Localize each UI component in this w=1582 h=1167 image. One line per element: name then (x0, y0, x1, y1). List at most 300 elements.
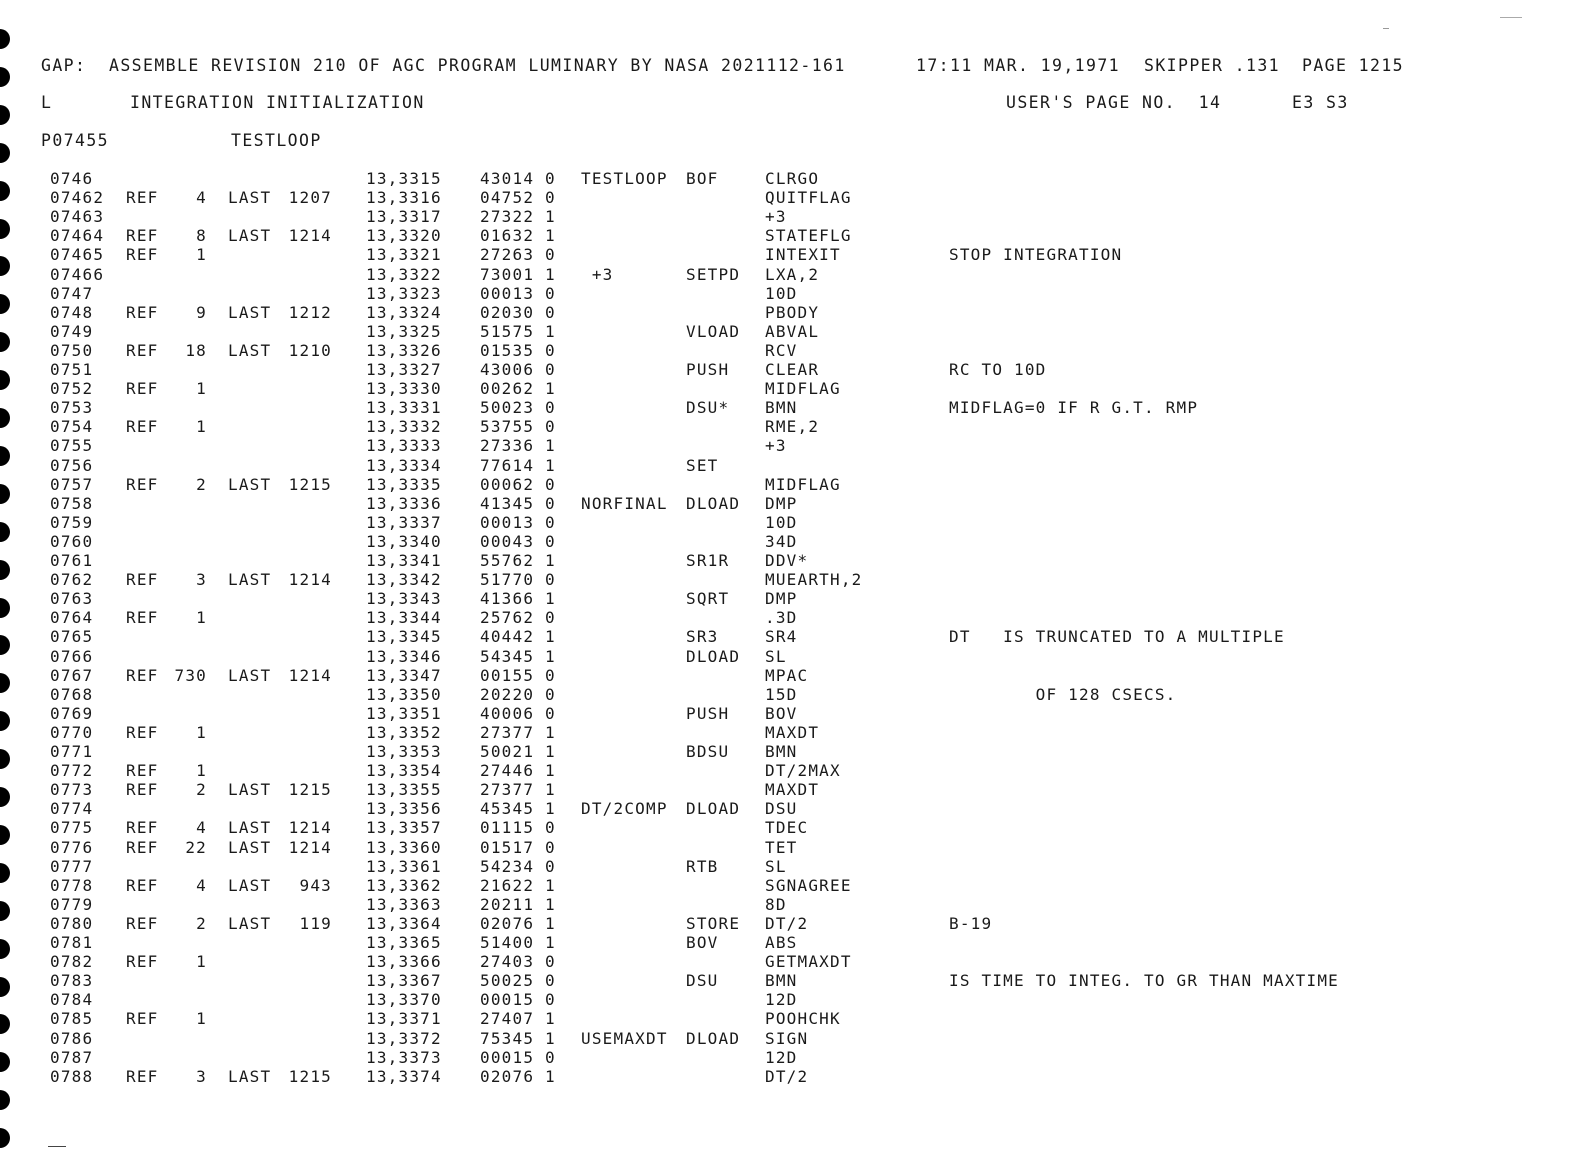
ref-keyword: REF (126, 837, 159, 857)
operand: INTEXIT (765, 245, 841, 265)
operand: RCV (765, 340, 798, 360)
listing-row (0, 1067, 1582, 1086)
operand: RME,2 (765, 417, 820, 437)
operand: ABVAL (765, 321, 820, 341)
object-code: 73001 1 (480, 264, 556, 284)
operand: SR4 (765, 627, 798, 647)
last-page: 1215 (288, 780, 332, 800)
sequence-number: 0776 (50, 837, 94, 857)
ref-keyword: REF (126, 818, 159, 838)
object-code: 40442 1 (480, 627, 556, 647)
address: 13,3331 (366, 398, 442, 418)
address: 13,3353 (366, 742, 442, 761)
operand: TET (765, 837, 798, 857)
ref-keyword: REF (126, 1066, 159, 1086)
object-code: 01632 1 (480, 226, 556, 246)
listing-row (0, 475, 1582, 494)
address: 13,3351 (366, 703, 442, 723)
opcode: DLOAD (686, 1028, 741, 1048)
sequence-number: 0766 (50, 646, 94, 666)
sequence-number: 0778 (50, 875, 94, 895)
ref-count: 2 (196, 780, 207, 800)
ref-count: 4 (196, 875, 207, 895)
sequence-number: 0765 (50, 627, 94, 647)
assembly-title: GAP: ASSEMBLE REVISION 210 OF AGC PROGRAM LUMINARY BY NASA 2021112-161 (41, 56, 846, 75)
opcode: SR3 (686, 627, 719, 647)
last-page: 1212 (288, 302, 332, 322)
object-code: 51575 1 (480, 321, 556, 341)
listing-row (0, 513, 1582, 532)
sequence-number: 0750 (50, 340, 94, 360)
object-code: 75345 1 (480, 1028, 556, 1048)
ref-keyword: REF (126, 761, 159, 781)
address: 13,3344 (366, 608, 442, 628)
sequence-number: 0746 (50, 169, 94, 188)
opcode: DLOAD (686, 799, 741, 819)
ref-keyword: REF (126, 665, 159, 685)
listing-row (0, 226, 1582, 245)
sequence-number: 0780 (50, 913, 94, 933)
object-code: 21622 1 (480, 875, 556, 895)
object-code: 00062 0 (480, 474, 556, 494)
last-page: 1207 (288, 188, 332, 208)
last-keyword: LAST (228, 913, 272, 933)
address: 13,3316 (366, 188, 442, 208)
sequence-number: 0763 (50, 589, 94, 609)
address: 13,3323 (366, 283, 442, 303)
object-code: 00013 0 (480, 283, 556, 303)
sequence-number: 0761 (50, 551, 94, 570)
label: DT/2COMP (581, 799, 668, 819)
object-code: 41345 0 (480, 493, 556, 513)
comment: DT IS TRUNCATED TO A MULTIPLE (949, 627, 1285, 647)
ref-count: 8 (196, 226, 207, 246)
last-keyword: LAST (228, 340, 272, 360)
last-keyword: LAST (228, 226, 272, 246)
sequence-number: 07462 (50, 188, 105, 208)
listing-row (0, 207, 1582, 226)
listing-row (0, 952, 1582, 971)
sequence-number: 0751 (50, 360, 94, 379)
address: 13,3327 (366, 360, 442, 379)
last-keyword: LAST (228, 837, 272, 857)
address: 13,3334 (366, 455, 442, 475)
sequence-number: 0770 (50, 722, 94, 742)
listing-row (0, 971, 1582, 990)
operand: MAXDT (765, 780, 820, 800)
opcode: SET (686, 455, 719, 475)
object-code: 43006 0 (480, 360, 556, 379)
opcode: BDSU (686, 742, 730, 761)
address: 13,3340 (366, 531, 442, 551)
listing-row (0, 990, 1582, 1009)
address: 13,3356 (366, 799, 442, 819)
address: 13,3332 (366, 417, 442, 437)
operand: .3D (765, 608, 798, 628)
ref-count: 4 (196, 818, 207, 838)
last-page: 1215 (288, 1066, 332, 1086)
listing-row (0, 551, 1582, 570)
listing-row (0, 265, 1582, 284)
operand: ABS (765, 933, 798, 952)
operand: POOHCHK (765, 1009, 841, 1029)
sequence-number: 07464 (50, 226, 105, 246)
section-marker: L (41, 93, 53, 112)
sequence-number: 0786 (50, 1028, 94, 1048)
operand: SL (765, 646, 787, 666)
ref-keyword: REF (126, 226, 159, 246)
listing-row (0, 341, 1582, 360)
address: 13,3337 (366, 512, 442, 532)
operand: 15D (765, 684, 798, 704)
sequence-number: 0769 (50, 703, 94, 723)
ref-count: 4 (196, 188, 207, 208)
address: 13,3343 (366, 589, 442, 609)
ref-count: 1 (196, 952, 207, 972)
listing-row (0, 589, 1582, 608)
listing-row (0, 933, 1582, 952)
last-page: 1210 (288, 340, 332, 360)
object-code: 43014 0 (480, 169, 556, 188)
feed-hole (0, 1090, 10, 1110)
address: 13,3352 (366, 722, 442, 742)
object-code: 50025 0 (480, 971, 556, 991)
last-page: 1214 (288, 837, 332, 857)
print-datetime: 17:11 MAR. 19,1971 (916, 56, 1121, 75)
listing-row (0, 284, 1582, 303)
object-code: 40006 0 (480, 703, 556, 723)
listing-row (0, 532, 1582, 551)
operand: SL (765, 856, 787, 876)
address: 13,3364 (366, 913, 442, 933)
listing-row (0, 704, 1582, 723)
sequence-number: 0785 (50, 1009, 94, 1029)
operand: MUEARTH,2 (765, 570, 863, 590)
ref-keyword: REF (126, 474, 159, 494)
object-code: 50021 1 (480, 742, 556, 761)
last-page: 943 (299, 875, 332, 895)
ref-count: 1 (196, 1009, 207, 1029)
operand: 8D (765, 894, 787, 914)
address: 13,3330 (366, 379, 442, 399)
label: TESTLOOP (581, 169, 668, 188)
operand: DT/2MAX (765, 761, 841, 781)
feed-hole (0, 29, 10, 49)
listing-row (0, 799, 1582, 818)
sequence-number: 0755 (50, 436, 94, 456)
ref-keyword: REF (126, 188, 159, 208)
last-keyword: LAST (228, 1066, 272, 1086)
address: 13,3365 (366, 933, 442, 952)
ref-count: 1 (196, 245, 207, 265)
object-code: 27377 1 (480, 780, 556, 800)
listing-row (0, 169, 1582, 188)
label: +3 (581, 264, 614, 284)
print-mark (1383, 28, 1389, 29)
last-keyword: LAST (228, 474, 272, 494)
object-code: 53755 0 (480, 417, 556, 437)
listing-row (0, 742, 1582, 761)
listing-row (0, 723, 1582, 742)
comment: IS TIME TO INTEG. TO GR THAN MAXTIME (949, 971, 1339, 991)
operand: 12D (765, 990, 798, 1010)
object-code: 50023 0 (480, 398, 556, 418)
object-code: 45345 1 (480, 799, 556, 819)
object-code: 27263 0 (480, 245, 556, 265)
ref-keyword: REF (126, 379, 159, 399)
address: 13,3347 (366, 665, 442, 685)
operand: 34D (765, 531, 798, 551)
opcode: PUSH (686, 360, 730, 379)
sequence-number: 0749 (50, 321, 94, 341)
address: 13,3320 (366, 226, 442, 246)
address: 13,3325 (366, 321, 442, 341)
last-keyword: LAST (228, 665, 272, 685)
last-keyword: LAST (228, 302, 272, 322)
address: 13,3373 (366, 1047, 442, 1067)
sequence-number: 0764 (50, 608, 94, 628)
operand: DDV* (765, 551, 809, 570)
opcode: SETPD (686, 264, 741, 284)
listing-row (0, 647, 1582, 666)
ref-keyword: REF (126, 302, 159, 322)
listing-row (0, 188, 1582, 207)
comment: RC TO 10D (949, 360, 1047, 379)
listing-row (0, 895, 1582, 914)
address: 13,3317 (366, 207, 442, 227)
address: 13,3336 (366, 493, 442, 513)
operand: MPAC (765, 665, 809, 685)
feed-hole (0, 143, 10, 163)
ref-count: 3 (196, 570, 207, 590)
sequence-number: 0777 (50, 856, 94, 876)
operand: BMN (765, 398, 798, 418)
address: 13,3324 (366, 302, 442, 322)
object-code: 01517 0 (480, 837, 556, 857)
object-code: 25762 0 (480, 608, 556, 628)
listing-row (0, 685, 1582, 704)
ref-count: 2 (196, 474, 207, 494)
listing-row (0, 1029, 1582, 1048)
feed-hole (0, 105, 10, 125)
address: 13,3374 (366, 1066, 442, 1086)
address: 13,3346 (366, 646, 442, 666)
object-code: 41366 1 (480, 589, 556, 609)
label: NORFINAL (581, 493, 668, 513)
address: 13,3315 (366, 169, 442, 188)
object-code: 01115 0 (480, 818, 556, 838)
sequence-number: 0754 (50, 417, 94, 437)
address: 13,3372 (366, 1028, 442, 1048)
address: 13,3333 (366, 436, 442, 456)
object-code: 27446 1 (480, 761, 556, 781)
listing-row (0, 417, 1582, 436)
ref-keyword: REF (126, 570, 159, 590)
last-page: 119 (299, 913, 332, 933)
operand: QUITFLAG (765, 188, 852, 208)
ref-count: 9 (196, 302, 207, 322)
listing-row (0, 838, 1582, 857)
last-keyword: LAST (228, 188, 272, 208)
object-code: 00043 0 (480, 531, 556, 551)
object-code: 02076 1 (480, 913, 556, 933)
listing-row (0, 303, 1582, 322)
address: 13,3360 (366, 837, 442, 857)
address: 13,3371 (366, 1009, 442, 1029)
object-code: 27336 1 (480, 436, 556, 456)
ref-keyword: REF (126, 780, 159, 800)
address: 13,3366 (366, 952, 442, 972)
operand: BMN (765, 971, 798, 991)
object-code: 02076 1 (480, 1066, 556, 1086)
sequence-number: 0748 (50, 302, 94, 322)
object-code: 54234 0 (480, 856, 556, 876)
section-title: INTEGRATION INITIALIZATION (130, 93, 425, 112)
sequence-number: 0788 (50, 1066, 94, 1086)
address: 13,3370 (366, 990, 442, 1010)
object-code: 51770 0 (480, 570, 556, 590)
skipper-id: SKIPPER .131 (1144, 56, 1281, 75)
listing-row (0, 780, 1582, 799)
sequence-number: 0757 (50, 474, 94, 494)
ref-keyword: REF (126, 417, 159, 437)
opcode: DSU (686, 971, 719, 991)
opcode: BOF (686, 169, 719, 188)
operand: STATEFLG (765, 226, 852, 246)
address: 13,3341 (366, 551, 442, 570)
operand: 10D (765, 283, 798, 303)
ref-count: 1 (196, 379, 207, 399)
sequence-number: 0784 (50, 990, 94, 1010)
operand: LXA,2 (765, 264, 820, 284)
operand: +3 (765, 436, 787, 456)
opcode: VLOAD (686, 321, 741, 341)
sequence-number: 07466 (50, 264, 105, 284)
opcode: RTB (686, 856, 719, 876)
comment: STOP INTEGRATION (949, 245, 1123, 265)
object-code: 00015 0 (480, 1047, 556, 1067)
location-id: P07455 (41, 131, 110, 150)
operand: DMP (765, 493, 798, 513)
listing-row (0, 245, 1582, 264)
object-code: 27407 1 (480, 1009, 556, 1029)
feed-hole (0, 1128, 10, 1148)
object-code: 55762 1 (480, 551, 556, 570)
operand: 10D (765, 512, 798, 532)
opcode: DLOAD (686, 493, 741, 513)
operand: BOV (765, 703, 798, 723)
object-code: 27403 0 (480, 952, 556, 972)
listing-row (0, 1048, 1582, 1067)
sequence-number: 0772 (50, 761, 94, 781)
sequence-number: 0774 (50, 799, 94, 819)
sequence-number: 0762 (50, 570, 94, 590)
operand: +3 (765, 207, 787, 227)
operand: CLRGO (765, 169, 820, 188)
address: 13,3367 (366, 971, 442, 991)
operand: 12D (765, 1047, 798, 1067)
operand: SGNAGREE (765, 875, 852, 895)
ref-count: 18 (185, 340, 207, 360)
ref-keyword: REF (126, 608, 159, 628)
listing-row (0, 379, 1582, 398)
ref-keyword: REF (126, 875, 159, 895)
listing-row (0, 818, 1582, 837)
listing-row (0, 666, 1582, 685)
opcode: DLOAD (686, 646, 741, 666)
sequence-number: 0781 (50, 933, 94, 952)
address: 13,3322 (366, 264, 442, 284)
sequence-number: 0753 (50, 398, 94, 418)
object-code: 20220 0 (480, 684, 556, 704)
sequence-number: 0759 (50, 512, 94, 532)
last-page: 1214 (288, 570, 332, 590)
section-code: E3 S3 (1292, 93, 1349, 112)
address: 13,3362 (366, 875, 442, 895)
feed-hole (0, 67, 10, 87)
listing-row (0, 494, 1582, 513)
opcode: SQRT (686, 589, 730, 609)
object-code: 00262 1 (480, 379, 556, 399)
ref-count: 1 (196, 761, 207, 781)
sequence-number: 0787 (50, 1047, 94, 1067)
ref-keyword: REF (126, 952, 159, 972)
object-code: 04752 0 (480, 188, 556, 208)
last-page: 1214 (288, 665, 332, 685)
operand: DT/2 (765, 913, 809, 933)
sequence-number: 0779 (50, 894, 94, 914)
address: 13,3363 (366, 894, 442, 914)
sequence-number: 0773 (50, 780, 94, 800)
object-code: 01535 0 (480, 340, 556, 360)
listing-row (0, 322, 1582, 341)
address: 13,3326 (366, 340, 442, 360)
operand: MIDFLAG (765, 474, 841, 494)
last-keyword: LAST (228, 875, 272, 895)
listing-row (0, 857, 1582, 876)
listing-row (0, 456, 1582, 475)
listing-row (0, 360, 1582, 379)
object-code: 77614 1 (480, 455, 556, 475)
object-code: 00013 0 (480, 512, 556, 532)
address: 13,3321 (366, 245, 442, 265)
sequence-number: 0775 (50, 818, 94, 838)
sequence-number: 0760 (50, 531, 94, 551)
ref-keyword: REF (126, 722, 159, 742)
address: 13,3342 (366, 570, 442, 590)
operand: SIGN (765, 1028, 809, 1048)
operand: DMP (765, 589, 798, 609)
opcode: DSU* (686, 398, 730, 418)
address: 13,3335 (366, 474, 442, 494)
operand: DSU (765, 799, 798, 819)
sequence-number: 0758 (50, 493, 94, 513)
object-code: 54345 1 (480, 646, 556, 666)
listing-row (0, 876, 1582, 895)
opcode: STORE (686, 913, 741, 933)
sequence-number: 0756 (50, 455, 94, 475)
comment: B-19 (949, 913, 993, 933)
sequence-number: 0783 (50, 971, 94, 991)
print-mark (1500, 17, 1522, 18)
operand: MAXDT (765, 722, 820, 742)
listing-row (0, 627, 1582, 646)
ref-count: 22 (185, 837, 207, 857)
ref-count: 730 (174, 665, 207, 685)
object-code: 27377 1 (480, 722, 556, 742)
address: 13,3345 (366, 627, 442, 647)
last-page: 1214 (288, 226, 332, 246)
